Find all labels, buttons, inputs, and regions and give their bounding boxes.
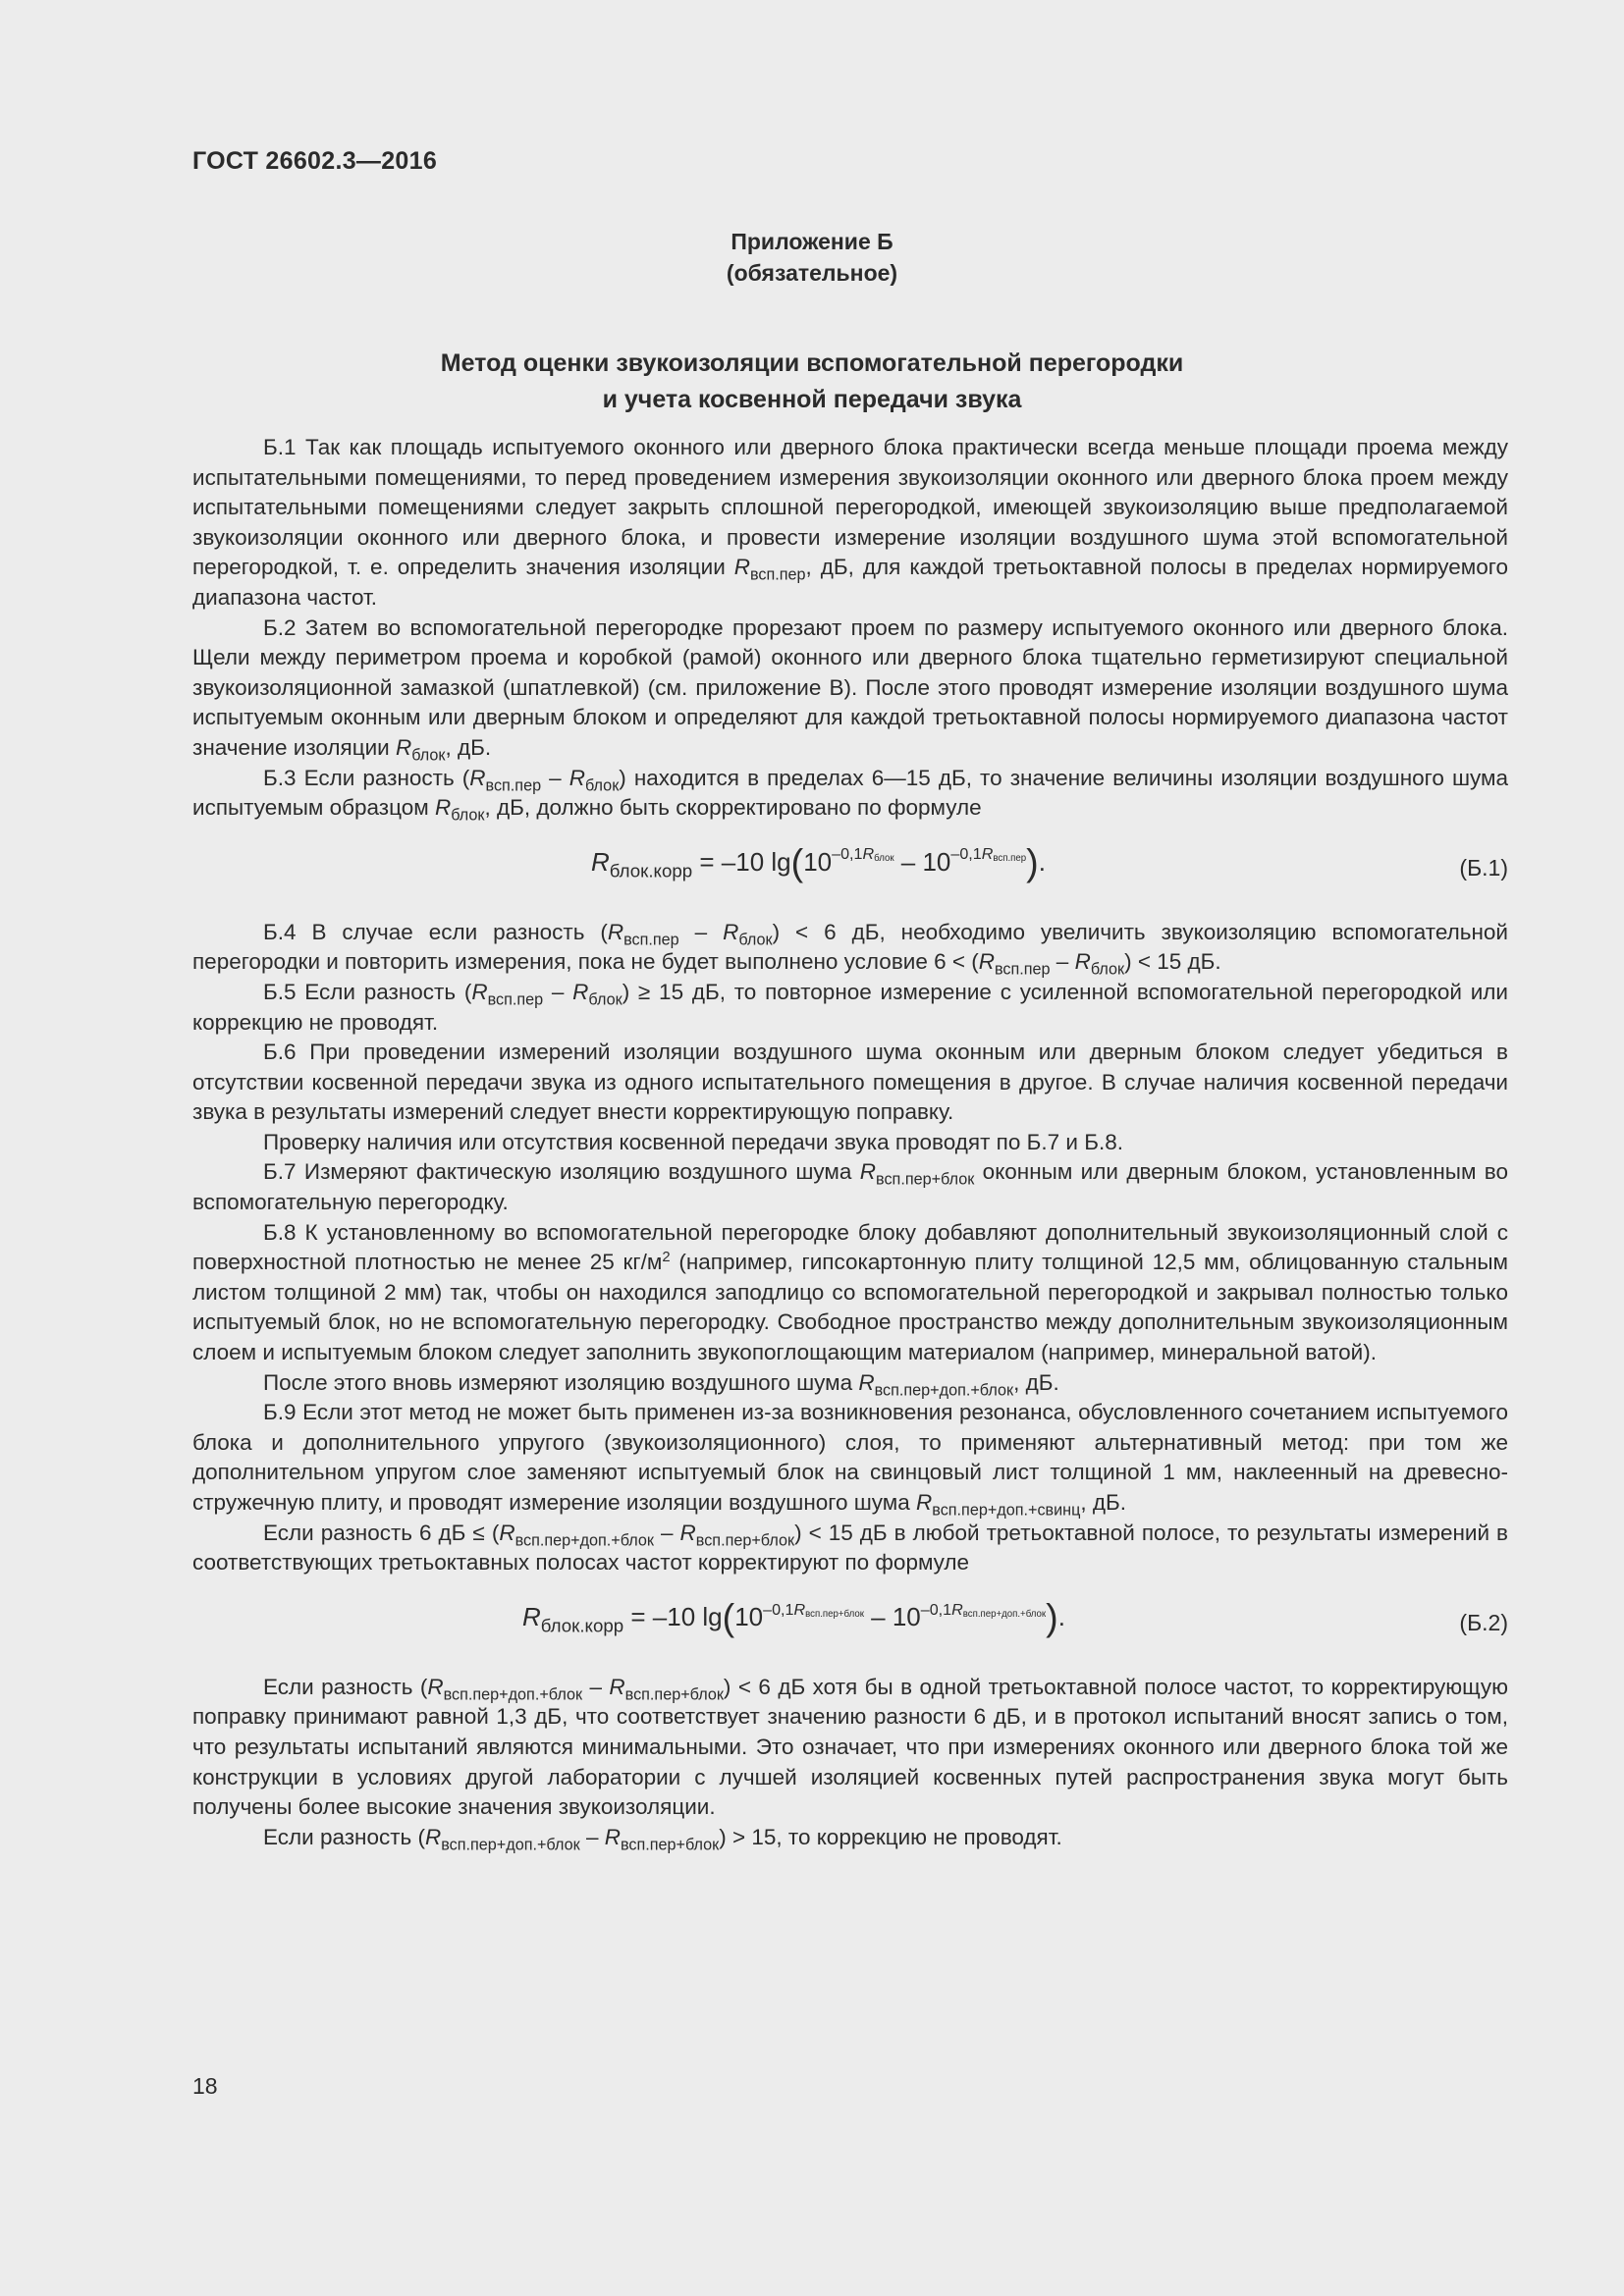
paragraph-b10: Если разность $(R_{всп.пер+доп.+блок} - R_{всп.пер+блок}) < 6$ дБ хотя бы в одной третьоктавной полосе частот, то корректирующую поправку принимают равной 1,3 дБ, что соответствует значению разности 6 дБ, и в протокол испытаний вносят запись о том, что результаты испытаний являются минимальными. Это означает, что при измерениях оконного или дверного блока той же конструкции в условиях другой лаборатории с лучшей изоляцией косвенных путей распространения звука могут быть получены более высокие значения звукоизоляции. — [192, 1674, 1508, 1820]
paragraph-b1: Б.1 Так как площадь испытуемого оконного или дверного блока практически всегда меньше площади проема между испытательными помещениями, то перед проведением измерения звукоизоляции оконного или дверного блока проем между испытательными помещениями следует закрыть сплошной перегородкой, имеющей звукоизоляцию выше предполагаемой звукоизоляции оконного или дверного блока, и провести измерение изоляции воздушного шума этой вспомогательной перегородкой, т. е. определить значения изоляции $R_{всп.пер}$, дБ, для каждой третьоктавной полосы в пределах нормируемого диапазона частот. — [192, 435, 1509, 610]
paragraph-b8-measure: После этого вновь измеряют изоляцию воздушного шума $R_{всп.пер+доп.+блок}$, дБ. — [263, 1369, 1059, 1400]
page-number: 18 — [192, 2073, 218, 2099]
paragraph-b8: Б.8 К установленному во вспомогательной перегородке блоку добавляют дополнительный звукоизоляционный слой с поверхностной плотностью не менее 25 $кг/м^2$ (например, гипсокартонную плиту толщиной 12,5 мм, облицованную стальным листом толщиной 2 мм) так, чтобы он находился заподлицо со вспомогательной перегородкой и закрывал полностью только испытуемый блок, но не вспомогательную перегородку. Свободное пространство между дополнительным звукоизоляционным слоем и испытуемым блоком следует заполнить звукопоглощающим материалом (например, минеральной ватой). — [192, 1219, 1508, 1365]
section-title — [0, 346, 1624, 418]
paragraph-b6: Б.6 При проведении измерений изоляции воздушного шума оконным или дверным блоком следует убедиться в отсутствии косвенной передачи звука из одного испытательного помещения в другое. В случае наличия косвенной передачи звука в результаты измерений следует внести корректирующую поправку. — [192, 1040, 1508, 1125]
paragraph-b9: Б.9 Если этот метод не может быть применен из-за возникновения резонанса, обусловленного сочетанием испытуемого блока и дополнительного упругого (звукоизоляционного) слоя, то применяют альтернативный метод: при том же дополнительном упругом слое заменяют испытуемый блок на свинцовый лист толщиной 1 мм, наклеенный на древесно-стружечную плиту, и проводят измерение изоляции воздушного шума $R_{всп.пер+доп.+свинц}$, дБ. — [192, 1400, 1508, 1520]
formula-b1-expression: $R_{блок.корр} = -10$ $\lg(10^{-0,1Rблок} - 10^{-0,1Rвсп.пер})$. — [591, 841, 1046, 883]
annex-status: (обязательное) — [726, 260, 898, 286]
section-title-line1: Метод оценки звукоизоляции вспомогательной перегородки — [440, 349, 1184, 377]
paragraph-b11: Если разность $(R_{всп.пер+доп.+блок} - R_{всп.пер+блок}) > 15$, то коррекцию не проводят. — [263, 1824, 1062, 1854]
formula-b1-number: (Б.1) — [1459, 854, 1508, 881]
formula-b2-expression: $R_{блок.корр} = -10$ $\lg(10^{-0,1Rвсп.пер+блок} - 10^{-0,1Rвсп.пер+доп.+блок})$. — [522, 1596, 1065, 1638]
paragraph-b9-condition: Если разность 6 дБ ≤ $(R_{всп.пер+доп.+блок} - R_{всп.пер+блок}) < 15$ дБ в любой третьоктавной полосе, то результаты измерений в соответствующих третьоктавных полосах частот корректируют по формуле — [192, 1520, 1508, 1575]
annex-heading — [0, 226, 1624, 289]
formula-b2-number: (Б.2) — [1459, 1609, 1508, 1635]
annex-title: Приложение Б — [731, 229, 893, 254]
paragraph-b7: Б.7 Измеряют фактическую изоляцию воздушного шума $R_{всп.пер+блок}$ оконным или дверным блоком, установленным во вспомогательную перегородку. — [192, 1159, 1509, 1215]
paragraph-b4: Б.4 В случае если разность $(R_{всп.пер} - R_{блок}) < 6$ дБ, необходимо увеличить звукоизоляцию вспомогательной перегородки и повторить измерения, пока не будет выполнено условие $6 < (R_{всп.пер} - R_{блок}) < 15$ дБ. — [192, 919, 1508, 979]
document-body — [192, 433, 1508, 1852]
formula-b2 — [192, 1578, 1508, 1673]
section-title-line2: и учета косвенной передачи звука — [602, 386, 1022, 413]
paragraph-b2: Б.2 Затем во вспомогательной перегородке прорезают проем по размеру испытуемого оконного или дверного блока. Щели между периметром проема и коробкой (рамой) оконного или дверного блока тщательно герметизируют специальной звукоизоляционной замазкой (шпатлевкой) (см. приложение В). После этого проводят измерение изоляции воздушного шума испытуемым оконным или дверным блоком и определяют для каждой третьоктавной полосы нормируемого диапазона частот значение изоляции $R_{блок}$, дБ. — [192, 614, 1508, 765]
paragraph-b5: Б.5 Если разность $(R_{всп.пер} - R_{блок}) \ge 15$ дБ, то повторное измерение с усиленной вспомогательной перегородкой или коррекцию не проводят. — [192, 979, 1508, 1035]
document-header: ГОСТ 26602.3—2016 — [192, 147, 438, 175]
formula-b1 — [192, 824, 1508, 918]
paragraph-b6-check: Проверку наличия или отсутствия косвенной передачи звука проводят по Б.7 и Б.8. — [263, 1129, 1123, 1154]
paragraph-b3: Б.3 Если разность $(R_{всп.пер} - R_{блок})$ находится в пределах 6—15 дБ, то значение величины изоляции воздушного шума испытуемым образцом $R_{блок}$, дБ, должно быть скорректировано по формуле — [192, 765, 1508, 825]
